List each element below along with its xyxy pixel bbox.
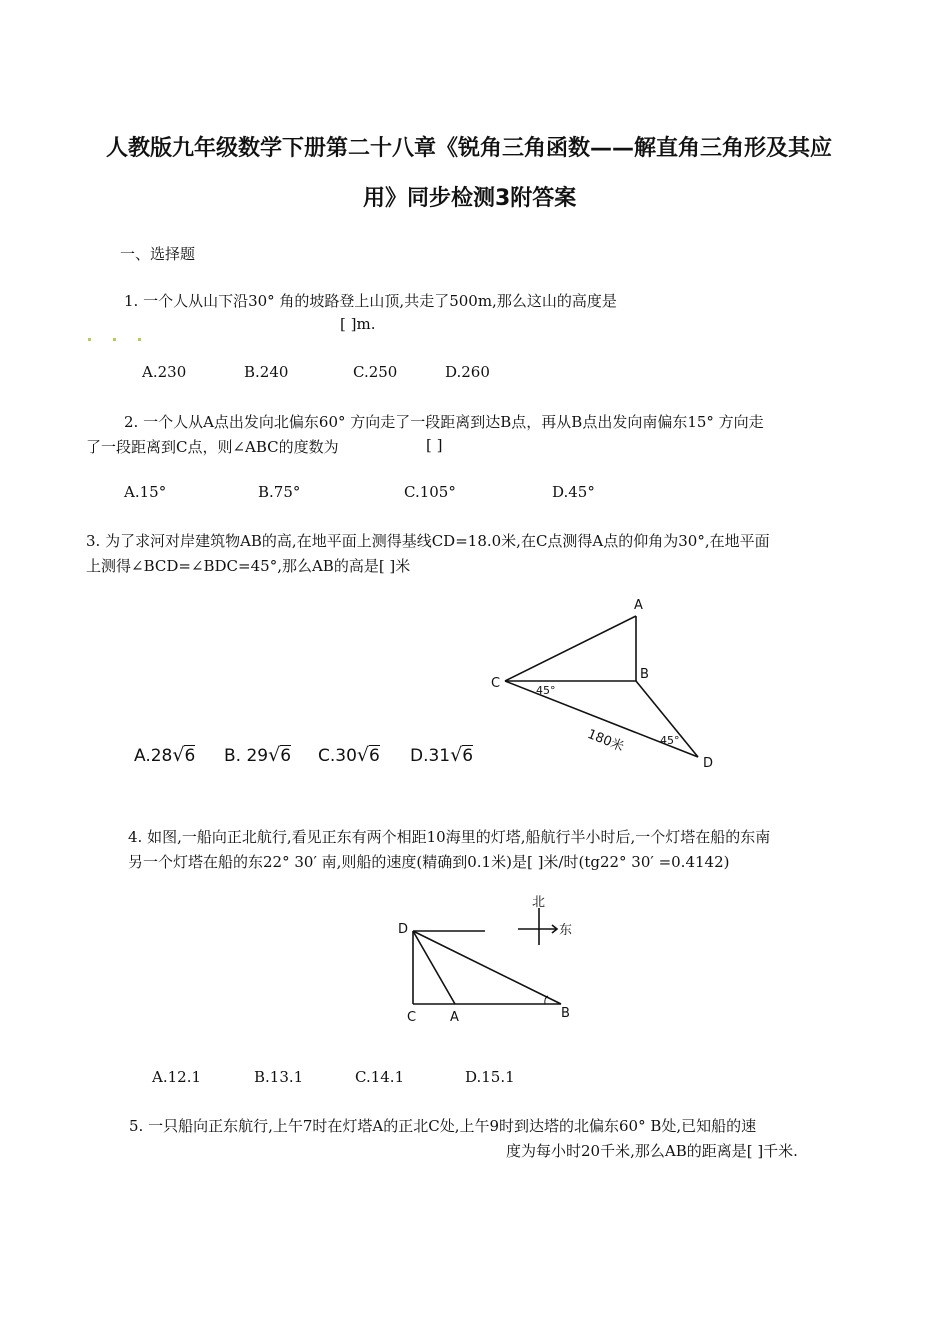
- q4-label-c: C: [407, 1010, 417, 1025]
- q5-line2: 度为每小时20千米,那么AB的距离是[ ]千米.: [506, 1142, 798, 1160]
- q3-angle-c: 45°: [536, 684, 556, 697]
- q3-option-a: A.28√6: [134, 744, 196, 766]
- q4-label-d: D: [398, 922, 409, 937]
- q4-option-d: D.15.1: [465, 1068, 515, 1086]
- q3-option-c: C.30√6: [318, 744, 380, 766]
- q4-label-b: B: [561, 1006, 570, 1021]
- q3-length-label: 180米: [585, 726, 626, 755]
- q4-north-label: 北: [532, 895, 546, 910]
- q2-blank: [ ]: [426, 436, 443, 454]
- q2-option-b: B.75°: [258, 483, 301, 501]
- q4-option-c: C.14.1: [355, 1068, 405, 1086]
- q4-line2: 另一个灯塔在船的东22° 30′ 南,则船的速度(精确到0.1米)是[ ]米/时(tg22° 30′ =0.4142): [128, 853, 730, 871]
- q3-line1: 3. 为了求河对岸建筑物AB的高,在地平面上测得基线CD=18.0米,在C点测得A点的仰角为30°,在地平面: [86, 532, 770, 550]
- q2-option-a: A.15°: [124, 483, 167, 501]
- q1-text: 1. 一个人从山下沿30° 角的坡路登上山顶,共走了500m,那么这山的高度是: [124, 292, 617, 310]
- q3-option-b: B. 29√6: [224, 744, 292, 766]
- q2-option-c: C.105°: [404, 483, 456, 501]
- q3-label-d: D: [703, 756, 714, 771]
- q1-option-d: D.260: [445, 363, 490, 381]
- q3-label-a: A: [634, 598, 643, 613]
- q1-option-c: C.250: [353, 363, 398, 381]
- q5-line1: 5. 一只船向正东航行,上午7时在灯塔A的正北C处,上午9时到达塔的北偏东60° B处,已知船的速: [129, 1117, 757, 1135]
- q3-option-d: D.31√6: [410, 744, 474, 766]
- page-title-line2: 用》同步检测3附答案: [363, 186, 577, 211]
- q3-label-c: C: [491, 676, 501, 691]
- q3-line2: 上测得∠BCD=∠BDC=45°,那么AB的高是[ ]米: [86, 557, 411, 575]
- q4-option-b: B.13.1: [254, 1068, 304, 1086]
- q3-label-b: B: [640, 667, 649, 682]
- q2-line2: 了一段距离到C点，则∠ABC的度数为: [86, 438, 339, 456]
- section-heading: 一、选择题: [120, 245, 196, 263]
- q4-east-label: 东: [559, 923, 573, 938]
- q1-option-b: B.240: [244, 363, 289, 381]
- q3-angle-d: 45°: [660, 734, 680, 747]
- q2-line1: 2. 一个人从A点出发向北偏东60° 方向走了一段距离到达B点，再从B点出发向南偏东15° 方向走: [124, 413, 764, 431]
- q1-option-a: A.230: [142, 363, 187, 381]
- q2-option-d: D.45°: [552, 483, 595, 501]
- q4-line1: 4. 如图,一船向正北航行,看见正东有两个相距10海里的灯塔,船航行半小时后,一个灯塔在船的东南: [128, 828, 771, 846]
- page-title-line1: 人教版九年级数学下册第二十八章《锐角三角函数——解直角三角形及其应: [106, 136, 833, 161]
- q4-label-a: A: [450, 1010, 459, 1025]
- q4-option-a: A.12.1: [152, 1068, 201, 1086]
- q1-blank: [ ]m.: [340, 315, 376, 333]
